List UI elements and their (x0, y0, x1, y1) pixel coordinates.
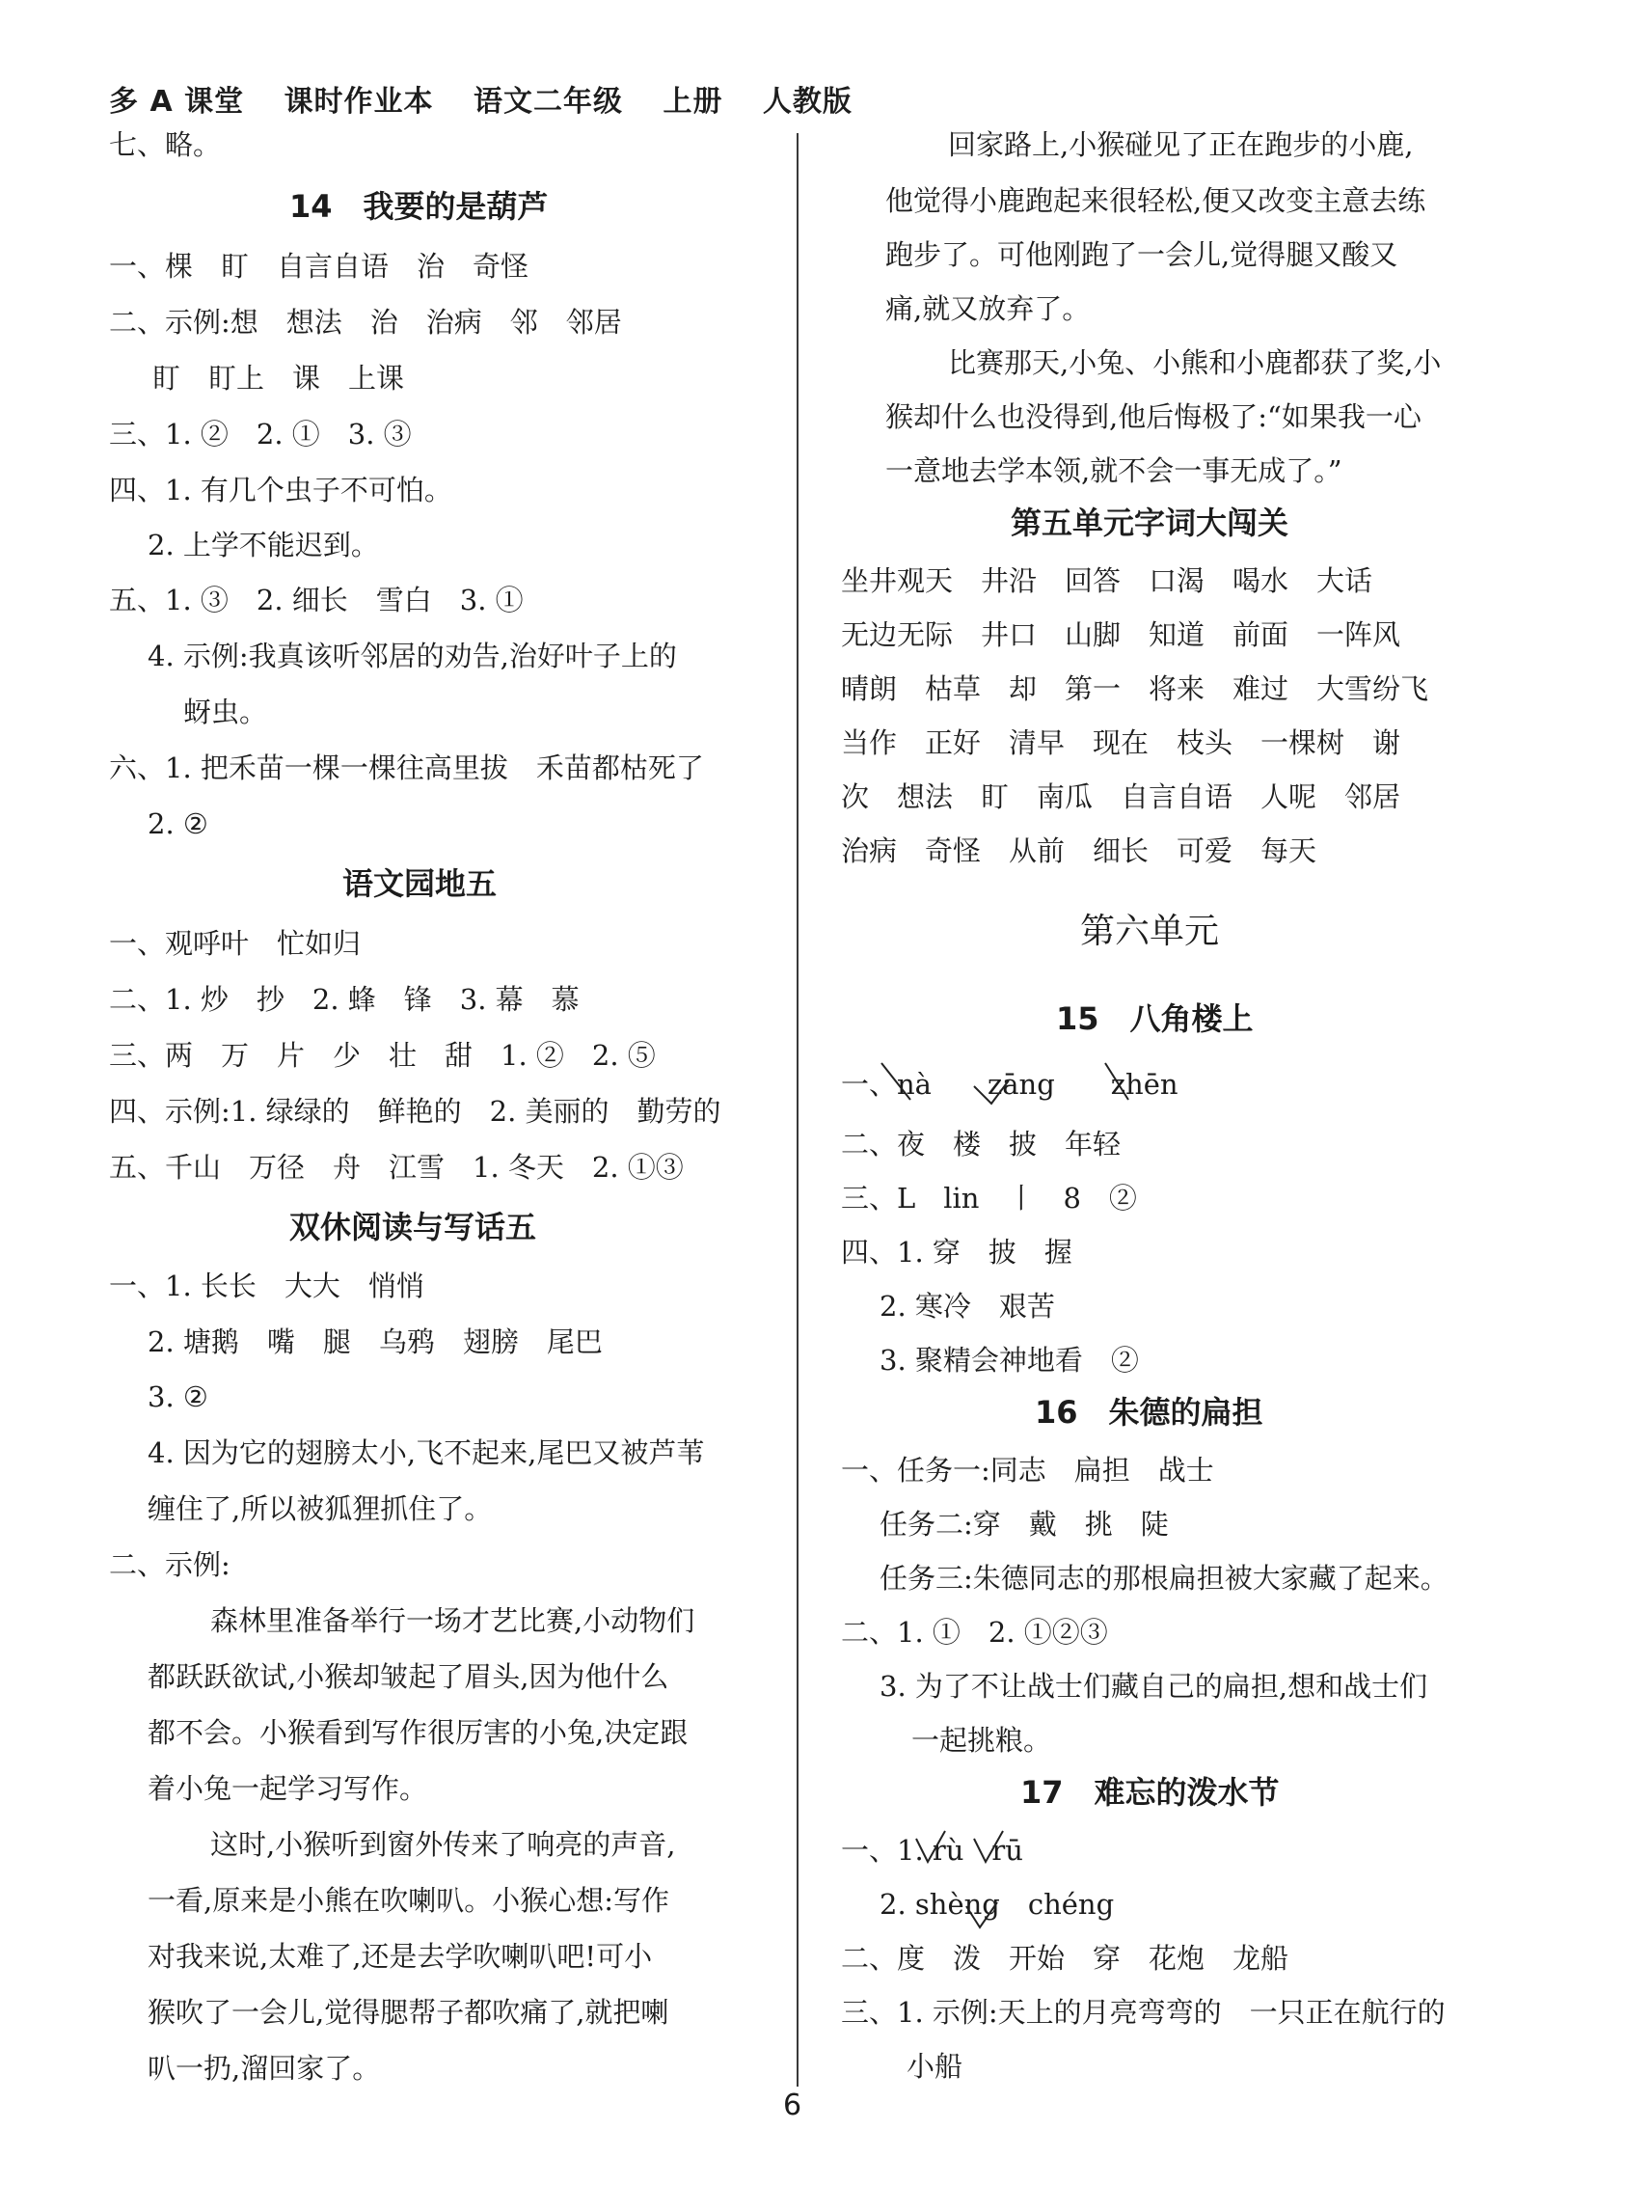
word-line: 晴朗 枯草 却 第一 将来 难过 大雪纷飞 (841, 672, 1429, 705)
answer-line: 三、1. ② 2. ① 3. ③ (109, 418, 412, 451)
answer-line: 3. 为了不让战士们藏自己的扁担,想和战士们 (880, 1670, 1428, 1703)
check-stroke (974, 1831, 1003, 1862)
header-subject: 语文二年级 (474, 85, 624, 119)
word-line: 无边无际 井口 山脚 知道 前面 一阵风 (841, 618, 1401, 651)
answer-line: 四、1. 穿 披 握 (841, 1236, 1072, 1269)
essay-line: 一看,原来是小熊在吹喇叭。小猴心想:写作 (148, 1884, 669, 1917)
answer-line: 4. 示例:我真该听邻居的劝告,治好叶子上的 (148, 640, 677, 672)
answer-line: 盯 盯上 课 上课 (152, 362, 405, 395)
column-divider (797, 133, 799, 2087)
handwritten-marks (907, 1823, 1099, 1881)
answer-line: 任务三:朱德同志的那根扁担被大家藏了起来。 (880, 1562, 1449, 1595)
essay-line: 叭一扔,溜回家了。 (148, 2052, 381, 2085)
answer-line: 一起挑粮。 (911, 1724, 1052, 1757)
answer-line: 七、略。 (109, 128, 222, 161)
lesson-title: 14 我要的是葫芦 (289, 188, 549, 225)
check-stroke (916, 1831, 945, 1862)
lesson-title: 15 八角楼上 (1056, 1000, 1254, 1037)
answer-line: 4. 因为它的翅膀太小,飞不起来,尾巴又被芦苇 (148, 1436, 705, 1469)
answer-line: 二、度 泼 开始 穿 花炮 龙船 (841, 1942, 1289, 1975)
word-line: 治病 奇怪 从前 细长 可爱 每天 (841, 834, 1317, 867)
word-line: 次 想法 盯 南瓜 自言自语 人呢 邻居 (841, 780, 1401, 813)
section-title: 语文园地五 (342, 865, 498, 902)
essay-line: 都跃跃欲试,小猴却皱起了眉头,因为他什么 (148, 1660, 669, 1693)
answer-line: 任务二:穿 戴 挑 陡 (880, 1508, 1169, 1541)
answer-line: 2. 寒冷 艰苦 (880, 1290, 1055, 1323)
essay-line: 猴却什么也没得到,他后悔极了:“如果我一心 (885, 400, 1422, 433)
section-title: 第五单元字词大闯关 (1011, 505, 1289, 541)
answer-line: 一、1. rù rū (841, 1834, 1023, 1867)
answer-line: 三、L lin 丨 8 ② (841, 1182, 1137, 1215)
answer-line: 缠住了,所以被狐狸抓住了。 (148, 1492, 493, 1525)
essay-line: 都不会。小猴看到写作很厉害的小兔,决定跟 (148, 1716, 689, 1749)
answer-line: 一、棵 盯 自言自语 治 奇怪 (109, 250, 529, 283)
essay-line: 一意地去学本领,就不会一事无成了。” (885, 454, 1342, 487)
answer-line: 一、任务一:同志 扁担 战士 (841, 1454, 1214, 1487)
lesson-title: 17 难忘的泼水节 (1020, 1774, 1280, 1811)
answer-line: 一、1. 长长 大大 悄悄 (109, 1270, 424, 1302)
book-header (109, 77, 881, 120)
answer-line: 2. shèng chéng (880, 1888, 1115, 1921)
lesson-title: 16 朱德的扁担 (1035, 1394, 1263, 1431)
answer-line: 二、夜 楼 披 年轻 (841, 1128, 1122, 1161)
essay-line: 猴吹了一会儿,觉得腮帮子都吹痛了,就把喇 (148, 1996, 669, 2029)
answer-line: 四、1. 有几个虫子不可怕。 (109, 474, 452, 506)
word-line: 当作 正好 清早 现在 枝头 一棵树 谢 (841, 726, 1401, 759)
check-stroke (881, 1063, 910, 1100)
answer-line: 一、nà zāng zhēn (841, 1068, 1178, 1101)
answer-line: 小船 (907, 2050, 963, 2083)
check-stroke (966, 1902, 997, 1927)
essay-line: 着小兔一起学习写作。 (148, 1772, 428, 1805)
header-edition: 人教版 (762, 85, 853, 119)
answer-line: 三、两 万 片 少 壮 甜 1. ② 2. ⑤ (109, 1039, 656, 1072)
answer-line: 蚜虫。 (183, 696, 268, 728)
essay-line: 这时,小猴听到窗外传来了响亮的声音, (210, 1828, 676, 1861)
answer-line: 3. ② (148, 1380, 208, 1413)
essay-line: 比赛那天,小兔、小熊和小鹿都获了奖,小 (948, 346, 1442, 379)
page-number: 6 (783, 2089, 802, 2122)
unit-title: 第六单元 (1080, 912, 1220, 951)
essay-line: 对我来说,太难了,还是去学吹喇叭吧!可小 (148, 1940, 653, 1973)
essay-line: 他觉得小鹿跑起来很轻松,便又改变主意去练 (885, 184, 1426, 217)
answer-line: 五、1. ③ 2. 细长 雪白 3. ① (109, 584, 524, 616)
handwritten-marks (868, 1057, 1215, 1115)
header-brand: 多 A 课堂 (109, 85, 245, 119)
answer-line: 五、千山 万径 舟 江雪 1. 冬天 2. ①③ (109, 1151, 684, 1184)
word-line: 坐井观天 井沿 回答 口渴 喝水 大话 (841, 564, 1373, 597)
essay-line: 痛,就又放弃了。 (885, 292, 1091, 325)
essay-line: 回家路上,小猴碰见了正在跑步的小鹿, (948, 128, 1414, 161)
handwritten-marks (955, 1883, 1109, 1941)
answer-line: 3. 聚精会神地看 ② (880, 1344, 1139, 1377)
answer-line: 三、1. 示例:天上的月亮弯弯的 一只正在航行的 (841, 1996, 1446, 2029)
answer-line: 2. 塘鹅 嘴 腿 乌鸦 翅膀 尾巴 (148, 1325, 603, 1358)
answer-line: 2. ② (148, 807, 208, 840)
answer-line: 一、观呼叶 忙如归 (109, 927, 362, 960)
answer-line: 二、示例:想 想法 治 治病 邻 邻居 (109, 306, 622, 339)
answer-line: 二、示例: (109, 1548, 230, 1581)
answer-line: 六、1. 把禾苗一棵一棵往高里拔 禾苗都枯死了 (109, 751, 704, 784)
answer-line: 四、示例:1. 绿绿的 鲜艳的 2. 美丽的 勤劳的 (109, 1095, 721, 1128)
answer-line: 二、1. ① 2. ①②③ (841, 1616, 1108, 1649)
section-title: 双休阅读与写话五 (289, 1209, 537, 1245)
header-series: 课时作业本 (284, 85, 434, 119)
answer-line: 2. 上学不能迟到。 (148, 529, 379, 561)
check-stroke (974, 1080, 1009, 1104)
essay-line: 跑步了。可他刚跑了一会儿,觉得腿又酸又 (885, 238, 1398, 271)
check-stroke (1105, 1063, 1128, 1100)
header-volume: 上册 (663, 85, 723, 119)
essay-line: 森林里准备举行一场才艺比赛,小动物们 (210, 1604, 695, 1637)
answer-line: 二、1. 炒 抄 2. 蜂 锋 3. 幕 慕 (109, 983, 580, 1016)
